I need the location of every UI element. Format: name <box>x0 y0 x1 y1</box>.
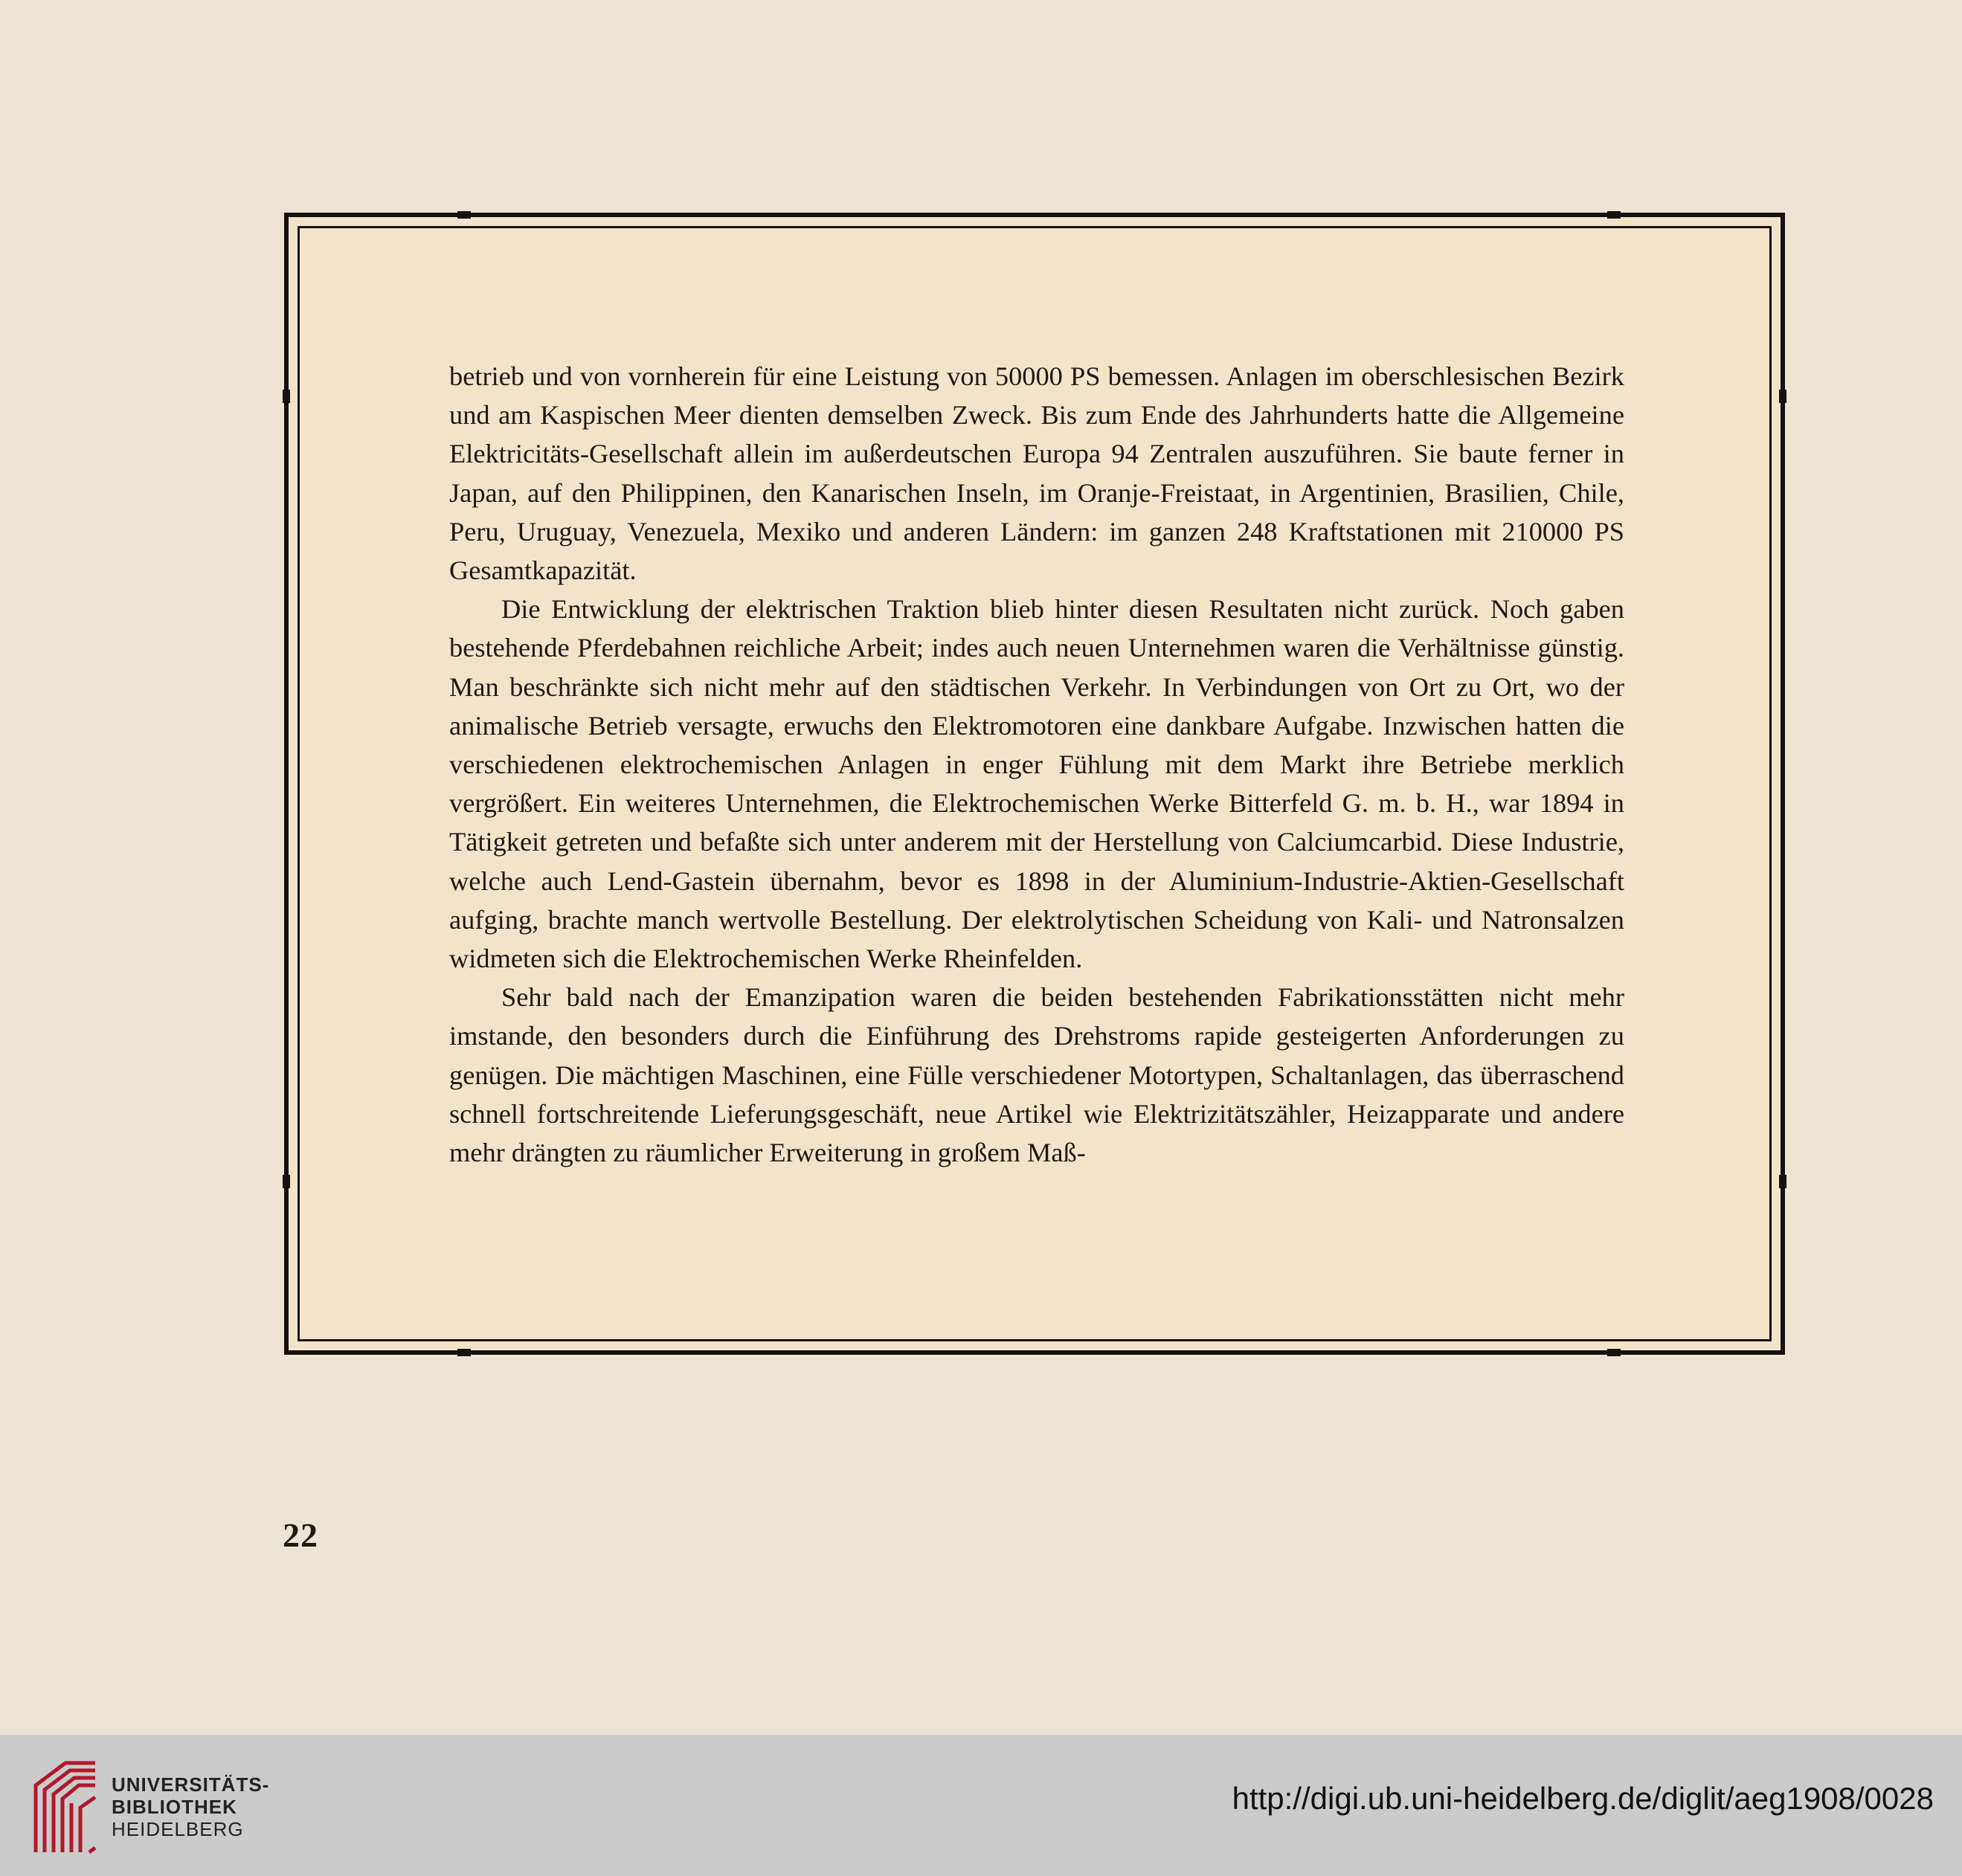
source-url[interactable]: http://digi.ub.uni-heidelberg.de/diglit/aeg1908/0028 <box>1232 1781 1934 1816</box>
paragraph-2: Die Entwicklung der elektrischen Traktion blieb hinter diesen Resultaten nicht zurück. Noch gaben bestehende Pferdebahnen reichliche Arbeit; indes auch neuen Unternehmen waren die Verhältnisse günstig. Man beschränkte sich nicht mehr auf den städtischen Verkehr. In Verbindungen von Ort zu Ort, wo der animalische Betrieb versagte, erwuchs den Elektromotoren eine dankbare Aufgabe. Inzwischen hatten die verschiedenen elektrochemischen Anlagen in enger Fühlung mit dem Markt ihre Betriebe merklich vergrößert. Ein weiteres Unternehmen, die Elektrochemischen Werke Bitterfeld G. m. b. H., war 1894 in Tätigkeit getreten und befaßte sich unter anderem mit der Herstellung von Calciumcarbid. Diese Industrie, welche auch Lend-Gastein übernahm, bevor es 1898 in der Aluminium-Industrie-Aktien-Gesellschaft aufging, brachte manch wertvolle Bestellung. Der elektrolytischen Scheidung von Kali- und Natronsalzen widmeten sich die Elektrochemischen Werke Rheinfelden. <box>449 594 1624 974</box>
frame-notch <box>283 1175 290 1188</box>
frame-notch <box>1779 390 1786 403</box>
frame-notch <box>457 1349 471 1356</box>
library-name-line3: HEIDELBERG <box>112 1818 244 1840</box>
frame-notch <box>1607 211 1621 219</box>
frame-notch <box>1607 1349 1621 1356</box>
frame-notch <box>457 211 471 219</box>
footer-bar <box>0 1735 1962 1876</box>
frame-notch <box>1779 1175 1786 1188</box>
body-text <box>449 357 1624 1172</box>
frame-notch <box>283 390 290 403</box>
ub-heidelberg-logo-icon <box>21 1756 103 1860</box>
paragraph-1: betrieb und von vornherein für eine Leistung von 50000 PS bemessen. Anlagen im oberschlesischen Bezirk und am Kaspischen Meer dienten demselben Zweck. Bis zum Ende des Jahrhunderts hatte die Allgemeine Elektricitäts-Gesellschaft allein im außerdeutschen Europa 94 Zentralen auszuführen. Sie baute ferner in Japan, auf den Philippinen, den Kanarischen Inseln, im Oranje-Freistaat, in Argentinien, Brasilien, Chile, Peru, Uruguay, Venezuela, Mexiko und anderen Ländern: im ganzen 248 Kraftstationen mit 210000 PS Gesamtkapazität. <box>449 361 1624 586</box>
paragraph-3: Sehr bald nach der Emanzipation waren die beiden bestehenden Fabrikationsstätten nicht mehr imstande, den besonders durch die Einführung des Drehstroms rapide gesteigerten Anforderungen zu genügen. Die mächtigen Maschinen, eine Fülle verschiedener Motortypen, Schaltanlagen, das überraschend schnell fortschreitende Lieferungsgeschäft, neue Artikel wie Elektrizitätszähler, Heizapparate und andere mehr drängten zu räumlicher Erweiterung in großem Maß- <box>449 982 1624 1168</box>
library-name-line1: UNIVERSITÄTS- <box>112 1773 270 1796</box>
page-number: 22 <box>283 1516 318 1554</box>
library-name <box>112 1773 269 1840</box>
library-name-line2: BIBLIOTHEK <box>112 1796 237 1818</box>
